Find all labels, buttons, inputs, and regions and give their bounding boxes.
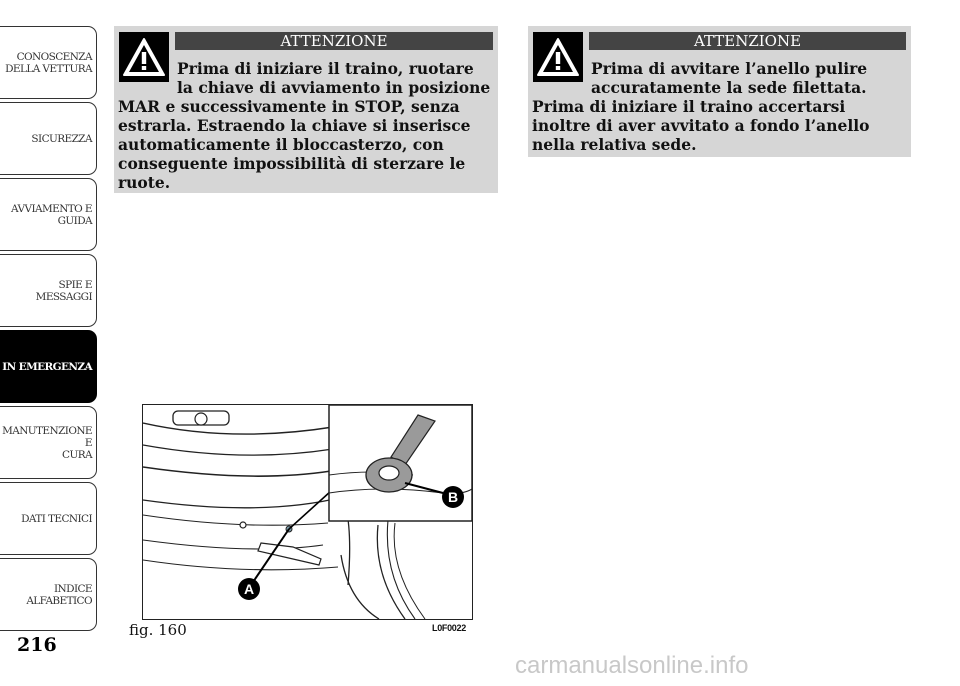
figure-code: L0F0022 bbox=[432, 623, 466, 633]
tab-indice[interactable] bbox=[0, 558, 97, 631]
warning-text-rest: Prima di iniziare il traino accertarsi inoltre di aver avvitato a fondo l’anello nella relativa sede. bbox=[532, 97, 870, 154]
figure-caption: fig. 160 bbox=[129, 621, 187, 639]
tab-spie[interactable] bbox=[0, 254, 97, 327]
warning-heading: ATTENZIONE bbox=[175, 32, 493, 50]
watermark: carmanualsonline.info bbox=[515, 652, 749, 679]
label-b: B bbox=[447, 489, 459, 505]
tab-label: INDICE ALFABETICO bbox=[26, 582, 92, 607]
warning-box-2 bbox=[528, 26, 911, 157]
rear-bumper-illustration bbox=[143, 405, 472, 619]
tab-label: CONOSCENZA DELLA VETTURA bbox=[5, 50, 92, 75]
label-a: A bbox=[243, 581, 255, 597]
warning-text-first: Prima di iniziare il traino, ruotare la chiave di avviamento in posizione bbox=[177, 59, 491, 97]
tab-emergenza[interactable] bbox=[0, 330, 97, 403]
tab-label: MANUTENZIONE E CURA bbox=[2, 424, 92, 461]
tab-dati-tecnici[interactable] bbox=[0, 482, 97, 555]
tab-avviamento[interactable] bbox=[0, 178, 97, 251]
tab-label: AVVIAMENTO E GUIDA bbox=[11, 202, 92, 227]
tab-label: IN EMERGENZA bbox=[2, 360, 92, 373]
page-number: 216 bbox=[17, 634, 57, 656]
tab-label: SICUREZZA bbox=[31, 132, 92, 145]
tab-label: SPIE E MESSAGGI bbox=[35, 278, 92, 303]
tab-manutenzione[interactable] bbox=[0, 406, 97, 479]
tab-sicurezza[interactable] bbox=[0, 102, 97, 175]
warning-heading: ATTENZIONE bbox=[589, 32, 906, 50]
warning-box-1 bbox=[114, 26, 498, 193]
warning-text bbox=[118, 59, 492, 192]
tab-label: DATI TECNICI bbox=[21, 512, 92, 525]
tab-conoscenza[interactable] bbox=[0, 26, 97, 99]
tow-ring-figure bbox=[142, 404, 473, 620]
warning-text-rest: MAR e successivamente in STOP, senza estrarla. Estraendo la chiave si inserisce automaticamente il bloccasterzo, con conseguente impossibilità di sterzare le ruote. bbox=[118, 97, 471, 192]
warning-text-first: Prima di avvitare l’anello pulire accuratamente la sede filettata. bbox=[591, 59, 868, 97]
warning-text bbox=[532, 59, 906, 154]
